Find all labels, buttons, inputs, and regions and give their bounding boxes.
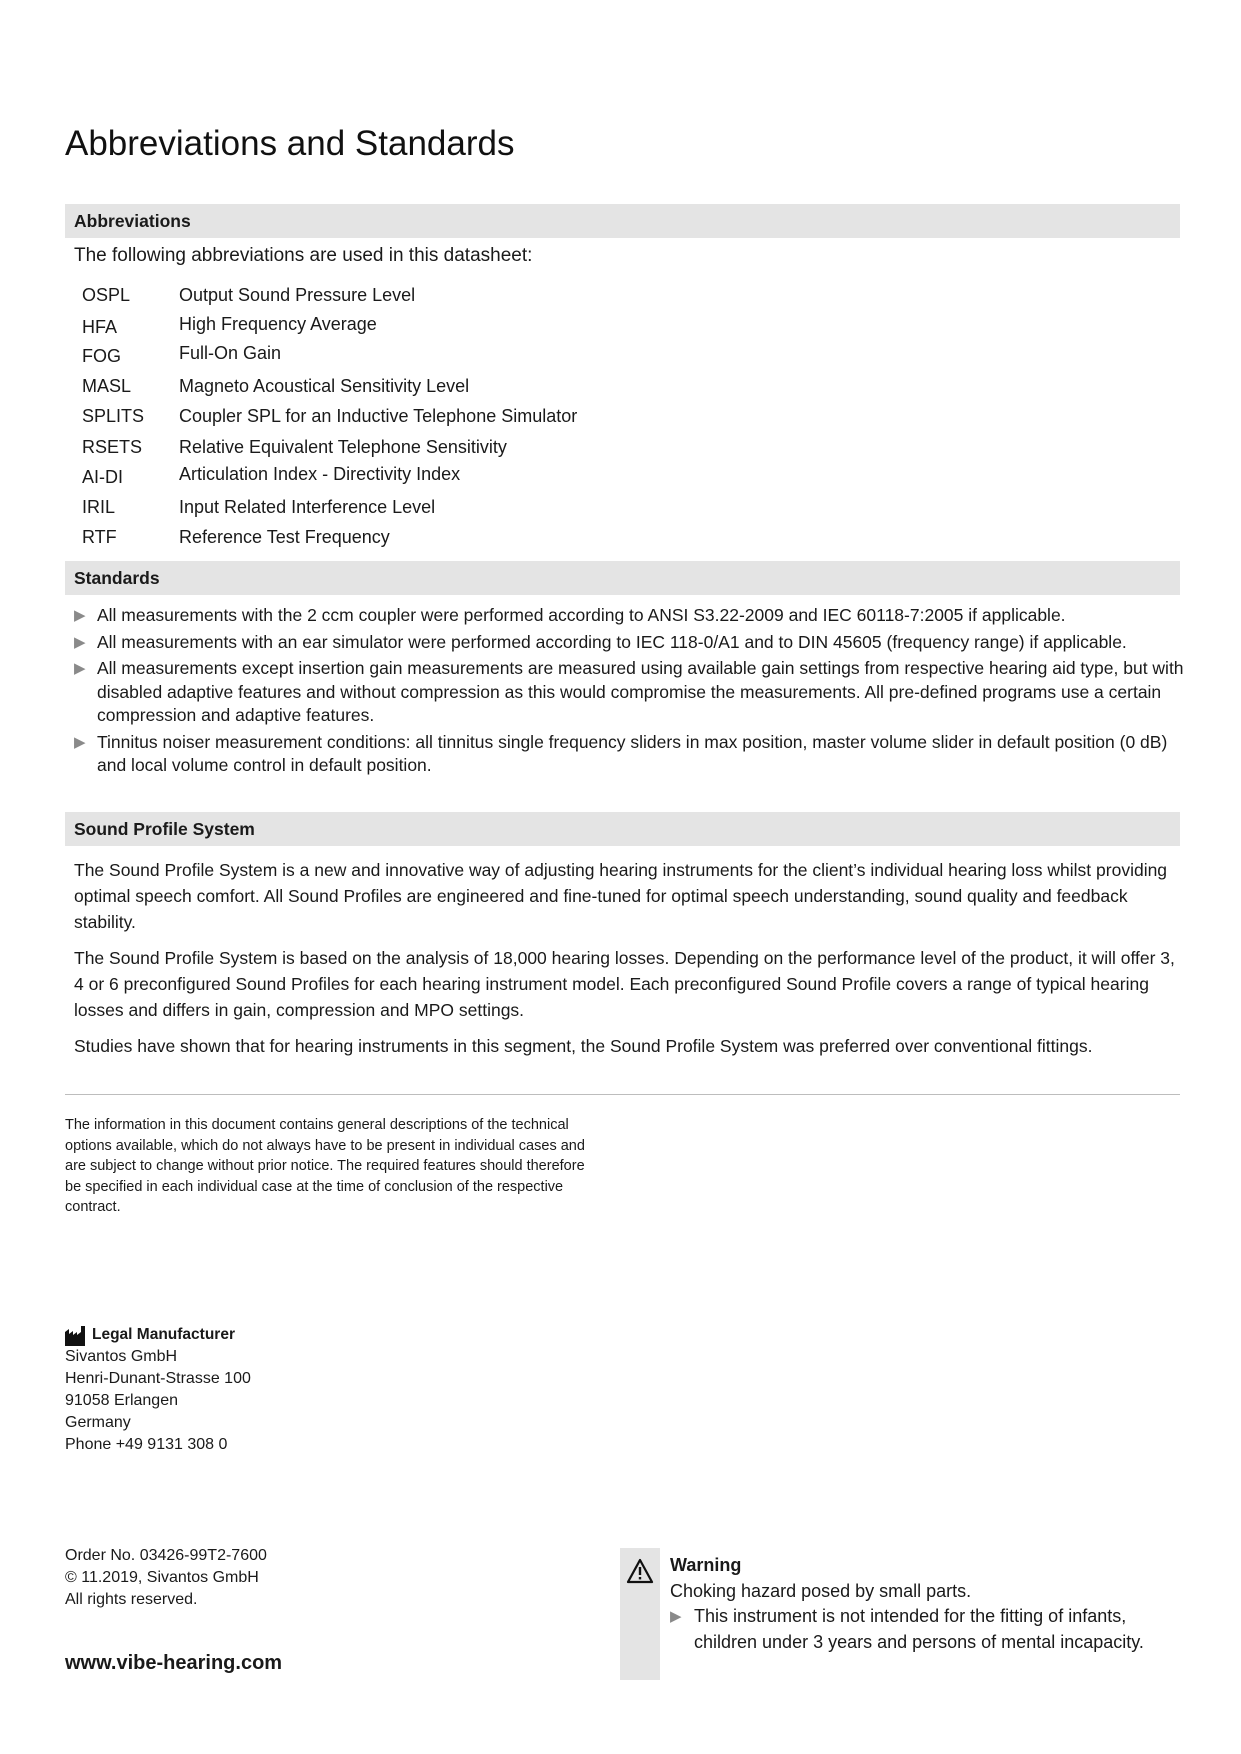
- website-link[interactable]: www.vibe-hearing.com: [65, 1652, 283, 1674]
- abbreviation-definition: Reference Test Frequency: [179, 527, 390, 547]
- standards-item: [74, 731, 1184, 778]
- manufacturer-street: Henri-Dunant-Strasse 100: [65, 1370, 251, 1387]
- standards-heading: Standards: [65, 561, 1180, 595]
- manufacturer-heading: [65, 1324, 251, 1346]
- bullet-arrow-icon: ▶: [74, 660, 86, 677]
- bullet-arrow-icon: ▶: [74, 733, 86, 751]
- abbreviation-code: RTF: [82, 527, 117, 547]
- abbreviation-code: MASL: [82, 376, 132, 396]
- bullet-arrow-icon: ▶: [74, 633, 86, 651]
- manufacturer-country: Germany: [65, 1414, 131, 1431]
- manufacturer-phone: Phone +49 9131 308 0: [65, 1436, 228, 1453]
- abbreviation-definition: Magneto Acoustical Sensitivity Level: [179, 376, 470, 396]
- abbreviation-definition: High Frequency Average: [179, 314, 377, 334]
- manufacturer-city: 91058 Erlangen: [65, 1392, 178, 1409]
- abbreviation-definition: Output Sound Pressure Level: [179, 285, 416, 305]
- order-number: Order No. 03426-99T2-7600: [65, 1547, 267, 1564]
- standards-item: [74, 604, 1184, 628]
- abbreviation-code: HFA: [82, 317, 118, 337]
- standards-item-text: Tinnitus noiser measurement conditions: all tinnitus single frequency sliders in max position, master volume slider in default position (0 dB) and local volume control in default position.: [97, 731, 1168, 775]
- rights: All rights reserved.: [65, 1591, 198, 1608]
- sound-profile-text: [74, 857, 1184, 1069]
- abbreviation-code: FOG: [82, 346, 121, 366]
- manufacturer-block: [65, 1324, 251, 1456]
- factory-icon: [65, 1326, 87, 1346]
- bullet-arrow-icon: ▶: [74, 607, 86, 624]
- sound-profile-paragraph: Studies have shown that for hearing instruments in this segment, the Sound Profile System was preferred over conventional fittings.: [74, 1036, 1093, 1056]
- abbreviations-heading: Abbreviations: [65, 204, 1180, 238]
- abbreviation-code: IRIL: [82, 497, 116, 517]
- disclaimer: The information in this document contains general descriptions of the technical options available, which do not always have to be present in individual cases and are subject to change without prior notice. The required features should therefore be specified in each individual case at the time of conclusion of the respective contract.: [65, 1117, 585, 1215]
- sound-profile-paragraph: The Sound Profile System is a new and innovative way of adjusting hearing instruments for the client’s individual hearing loss whilst providing optimal speech comfort. All Sound Profiles are engineered and fine-tuned for optimal speech understanding, sound quality and feedback stability.: [74, 860, 1168, 932]
- warning-item: [670, 1604, 1180, 1655]
- abbreviation-code: RSETS: [82, 437, 143, 457]
- warning-block: [670, 1553, 1180, 1655]
- abbreviation-definition: Relative Equivalent Telephone Sensitivity: [179, 437, 507, 457]
- standards-item: [74, 631, 1184, 655]
- standards-item-text: All measurements with the 2 ccm coupler were performed according to ANSI S3.22-2009 and IEC 60118-7:2005 if applicable.: [97, 605, 1066, 625]
- order-block: [65, 1545, 267, 1611]
- sound-profile-paragraph: The Sound Profile System is based on the analysis of 18,000 hearing losses. Depending on the performance level of the product, it will offer 3, 4 or 6 preconfigured Sound Profiles for each hearing instrument model. Each preconfigured Sound Profile covers a range of typical hearing losses and differs in gain, compression and MPO settings.: [74, 948, 1175, 1020]
- manufacturer-heading-text: Legal Manufacturer: [92, 1326, 235, 1343]
- warning-item-text: This instrument is not intended for the fitting of infants, children under 3 years and persons of mental incapacity.: [694, 1606, 1144, 1652]
- abbreviation-code: OSPL: [82, 285, 131, 305]
- warning-triangle-icon: [626, 1558, 654, 1584]
- abbreviation-code: SPLITS: [82, 406, 145, 426]
- page-title: Abbreviations and Standards: [65, 124, 515, 163]
- standards-item-text: All measurements except insertion gain measurements are measured using available gain settings from respective hearing aid type, but with disabled adaptive features and without compression as this would compromise the measurements. All pre-defined programs use a certain compression and adaptive features.: [97, 658, 1184, 725]
- abbreviation-definition: Full-On Gain: [179, 343, 282, 363]
- abbreviation-code: AI-DI: [82, 467, 124, 487]
- standards-item-text: All measurements with an ear simulator were performed according to IEC 118-0/A1 and to DIN 45605 (frequency range) if applicable.: [97, 631, 1127, 652]
- sound-profile-heading: Sound Profile System: [65, 812, 1180, 846]
- bullet-arrow-icon: ▶: [670, 1608, 682, 1625]
- abbreviations-intro: The following abbreviations are used in this datasheet:: [74, 245, 533, 266]
- abbreviation-definition: Coupler SPL for an Inductive Telephone Simulator: [179, 406, 578, 426]
- divider: [65, 1094, 1180, 1095]
- copyright: © 11.2019, Sivantos GmbH: [65, 1569, 259, 1586]
- abbreviation-definition: Input Related Interference Level: [179, 497, 436, 517]
- manufacturer-name: Sivantos GmbH: [65, 1348, 178, 1365]
- warning-title: Warning: [670, 1555, 742, 1575]
- standards-list: [74, 604, 1184, 781]
- warning-text: Choking hazard posed by small parts.: [670, 1580, 972, 1601]
- standards-item: [74, 657, 1184, 728]
- abbreviation-definition: Articulation Index - Directivity Index: [179, 464, 461, 484]
